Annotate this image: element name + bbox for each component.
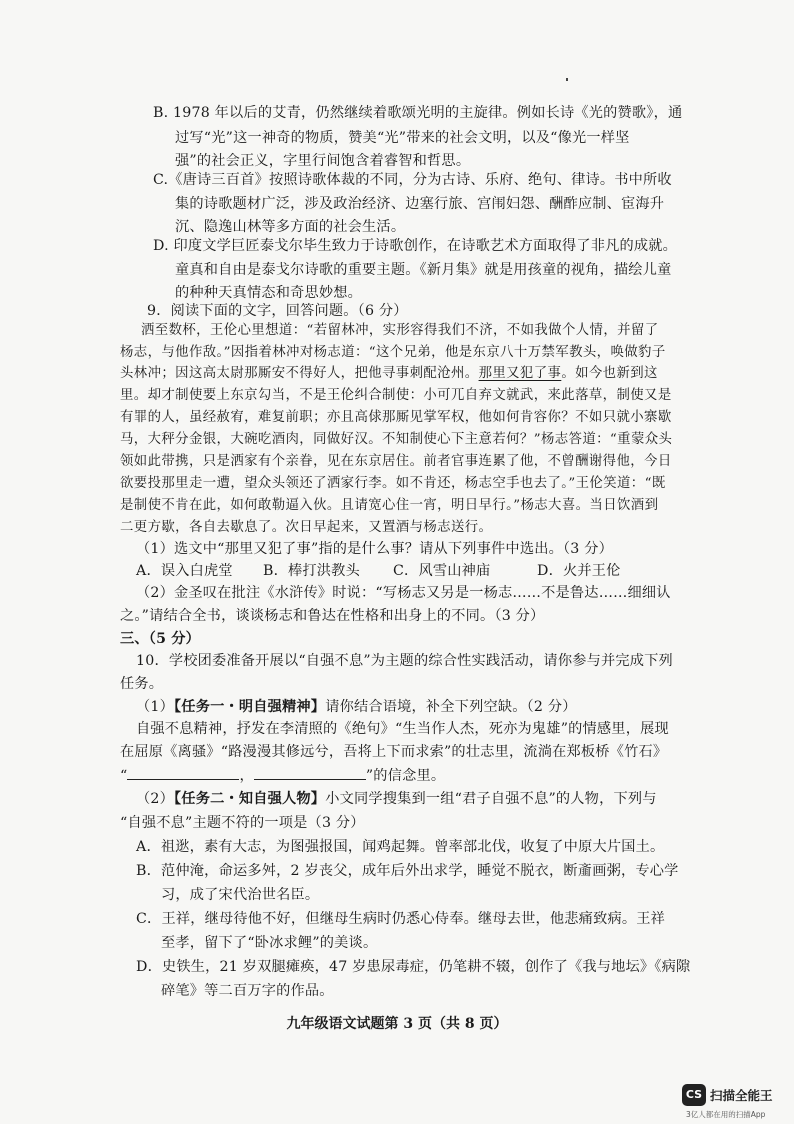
task2-option-b-line-1: B．范仲淹，命运多舛，2 岁丧父，成年后外出求学，睡觉不脱衣，断齑画粥，专心学: [136, 863, 679, 879]
q9-option-d: D．火并王伦: [537, 563, 621, 579]
q9-passage-line-2: 杨志，与他作敌。”因指着林冲对杨志道：“这个兄弟，他是东京八十万禁军教头，唤做豹子: [120, 345, 666, 360]
task2-option-c-line-1: C．王祥，继母待他不好，但继母生病时仍悉心侍奉。继母去世，他悲痛致病。王祥: [136, 911, 666, 927]
q10-task1: [136, 698, 577, 716]
q9-passage-line-7: 领如此带携，只是洒家有个亲眷，见在东京居住。前者官事连累了他，不曾酬谢得他，今日: [120, 454, 672, 469]
q9-passage-line-9: 是制使不肯在此，如何敢勒逼入伙。且请宽心住一宵，明日早行。”杨志大喜。当日饮酒到: [120, 498, 659, 513]
watermark-tagline: 3亿人都在用的扫描App: [686, 1110, 766, 1119]
q9-sub1: （1）选文中“那里又犯了事”指的是什么事？请从下列事件中选出。（3 分）: [136, 541, 613, 557]
q10-line-2: 任务。: [120, 676, 164, 692]
task1-number: （1）: [136, 699, 175, 715]
task2-instruction: 小文同学搜集到一组“君子自强不息”的人物，下列与: [325, 791, 657, 807]
option-c-line-1: C.《唐诗三百首》按照诗歌体裁的不同，分为古诗、乐府、绝句、律诗。书中所收: [153, 172, 672, 188]
option-c-line-2: 集的诗歌题材广泛，涉及政治经济、边塞行旅、宫闱妇怨、酬酢应制、宦海升: [175, 196, 665, 212]
q9-option-c: C．风雪山神庙: [393, 563, 491, 579]
section-3-heading: 三、（5 分）: [120, 631, 201, 647]
q9-passage-line-5: 有罪的人，虽经赦宥，难复前职；亦且高俅那厮见掌军权，他如何肯容你？不如只就小寨歇: [120, 410, 672, 425]
task2-option-d-line-2: 碎笔》等二百万字的作品。: [161, 983, 334, 999]
q9-sub2-line-1: （2）金圣叹在批注《水浒传》时说：“写杨志又另是一杨志……不是鲁达……细细认: [136, 585, 671, 601]
answer-blank-2[interactable]: [254, 765, 366, 780]
q9-passage-line-1: 洒至数杯，王伦心里想道：“若留林冲，实形容得我们不济，不如我做个人情，并留了: [141, 323, 659, 338]
task1-text-line-2: 在屈原《离骚》“路漫漫其修远兮，吾将上下而求索”的壮志里，流淌在郑板桥《竹石》: [120, 744, 668, 760]
underlined-phrase: 那里又犯了事: [478, 366, 562, 381]
option-b-line-2: 过写“光”这一神奇的物质，赞美“光”带来的社会文明，以及“像光一样坚: [175, 130, 630, 146]
option-d-line-2: 童真和自由是泰戈尔诗歌的重要主题。《新月集》就是用孩童的视角，描绘儿童: [175, 262, 672, 278]
task2-number: （2）: [136, 791, 175, 807]
q9-passage-line-3: [120, 365, 658, 383]
blank-comma: ，: [239, 768, 254, 784]
option-b-line-1: B. 1978 年以后的艾青，仍然继续着歌颂光明的主旋律。例如长诗《光的赞歌》，通: [153, 105, 683, 121]
watermark-app-name: 扫描全能王: [710, 1088, 773, 1103]
task1-text-line-3: [120, 765, 445, 785]
task2-option-a: A．祖逖，素有大志，为图强报国，闻鸡起舞。曾率部北伐，收复了中原大片国土。: [136, 839, 665, 855]
q9-passage-line-3-end: 。如今也新到这: [561, 366, 658, 381]
q9-sub2-line-2: 之。”请结合全书，谈谈杨志和鲁达在性格和出身上的不同。（3 分）: [120, 608, 545, 624]
task1-line-end: ”的信念里。: [365, 768, 446, 784]
open-quote: “: [120, 768, 128, 784]
task2-title: 【任务二・知自强人物】: [174, 791, 326, 807]
q9-passage-line-10: 二更方歇，各自去歇息了。次日早起来，又置酒与杨志送行。: [120, 520, 493, 535]
q9-passage-line-6: 马，大秤分金银，大碗吃酒肉，同做好汉。不知制使心下主意若何？”杨志答道：“重蒙众头: [120, 432, 673, 447]
q9-option-b: B．棒打洪教头: [263, 563, 360, 579]
answer-blank-1[interactable]: [127, 765, 239, 780]
option-d-line-1: D. 印度文学巨匠泰戈尔毕生致力于诗歌创作，在诗歌艺术方面取得了非凡的成就。: [153, 238, 678, 254]
option-c-line-3: 沉、隐逸山林等多方面的社会生活。: [175, 219, 406, 235]
q9-title: 9．阅读下面的文字，回答问题。（6 分）: [147, 303, 408, 319]
scanner-watermark: [678, 1084, 788, 1120]
task2-option-b-line-2: 习，成了宋代治世名臣。: [161, 887, 320, 903]
q9-passage-line-8: 欲要投那里走一遭，望众头领还了洒家行李。如不肯还，杨志空手也去了。”王伦笑道：“既: [120, 476, 666, 491]
task1-instruction: 请你结合语境，补全下列空缺。（2 分）: [325, 699, 577, 715]
option-d-line-3: 的种种天真情态和奇思妙想。: [175, 285, 363, 301]
q10-line-1: 10．学校团委准备开展以“自强不息”为主题的综合性实践活动，请你参与并完成下列: [136, 653, 673, 669]
q9-passage-line-4: 里。却才制使要上东京勾当，不是王伦纠合制使：小可兀自弃文就武，来此落草，制使又是: [120, 388, 672, 403]
q9-option-a: A．误入白虎堂: [136, 563, 233, 579]
scan-speck: [566, 78, 568, 81]
task2-line-2: “自强不息”主题不符的一项是（3 分）: [120, 815, 365, 831]
task2-option-d-line-1: D．史铁生，21 岁双腿瘫痪，47 岁患尿毒症，仍笔耕不辍，创作了《我与地坛》《病隙: [136, 959, 691, 975]
q9-passage-line-3-text: 头林冲；因这高太尉那厮安不得好人，把他寻事刺配沧州。: [120, 366, 479, 381]
page-footer: 九年级语文试题第 3 页（共 8 页）: [286, 1016, 508, 1032]
option-b-line-3: 强”的社会正义，字里行间饱含着睿智和哲思。: [175, 153, 471, 169]
task1-text-line-1: 自强不息精神，抒发在李清照的《绝句》“生当作人杰，死亦为鬼雄”的情感里，展现: [136, 721, 669, 737]
q10-task2: [136, 790, 657, 808]
task2-option-c-line-2: 至孝，留下了“卧冰求鲤”的美谈。: [161, 935, 378, 951]
task1-title: 【任务一・明自强精神】: [174, 699, 326, 715]
camscanner-logo-icon: CS: [682, 1084, 706, 1106]
